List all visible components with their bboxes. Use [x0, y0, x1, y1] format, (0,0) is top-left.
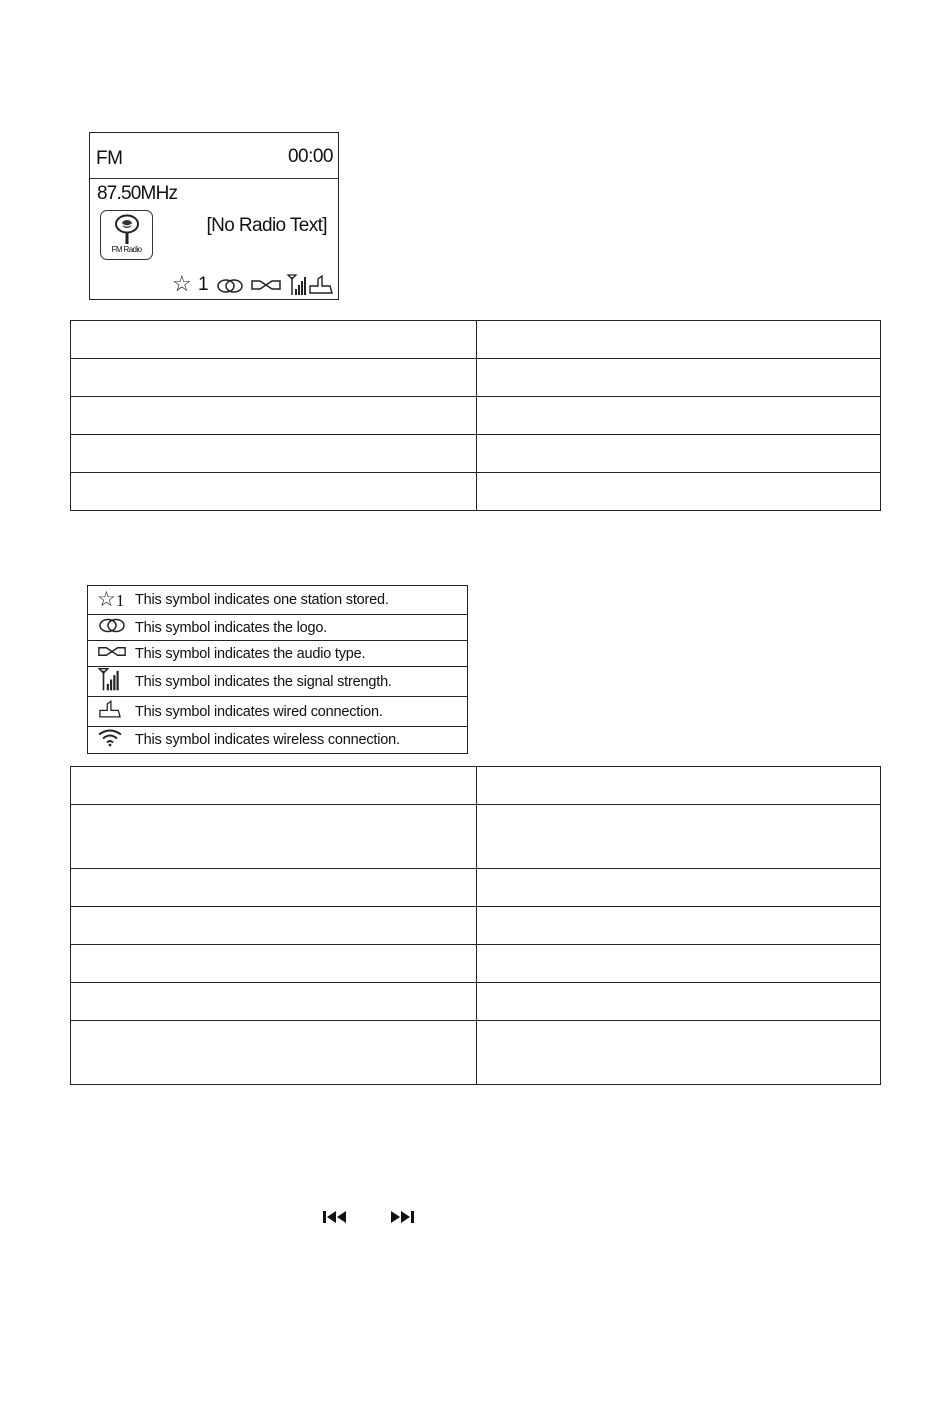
fm-radio-logo-label: FM Radio: [111, 245, 142, 254]
audio-type-icon: [97, 643, 127, 659]
table-cell: [477, 907, 881, 945]
empty-table-bottom: [70, 766, 881, 1085]
table-row: [71, 435, 881, 473]
table-row: [71, 1021, 881, 1085]
table-cell: [477, 435, 881, 473]
table-row: [71, 321, 881, 359]
table-row: [71, 397, 881, 435]
legend-text: This symbol indicates the signal strength.: [135, 673, 392, 690]
legend-row: [88, 727, 467, 753]
fm-radio-logo: [100, 210, 153, 260]
table-row: [71, 869, 881, 907]
legend-text: This symbol indicates wireless connection.: [135, 732, 400, 748]
logo-icon: [215, 273, 245, 297]
logo-icon: [97, 616, 127, 634]
legend-row: [88, 615, 467, 641]
table-cell: [477, 945, 881, 983]
table-cell: [477, 321, 881, 359]
table-cell: [71, 1021, 477, 1085]
legend-row: [88, 586, 467, 615]
star-preset-icon: ☆1: [97, 588, 125, 611]
frequency-readout: 87.50MHz: [97, 183, 178, 204]
legend-row: [88, 667, 467, 697]
skip-next-icon: [389, 1210, 415, 1224]
table-cell: [71, 321, 477, 359]
table-cell: [71, 805, 477, 869]
microphone-icon: [114, 214, 140, 246]
table-cell: [71, 473, 477, 511]
preset-count: 1: [198, 274, 209, 295]
wired-connection-icon: [97, 698, 123, 720]
table-cell: [477, 359, 881, 397]
signal-strength-icon: [97, 666, 123, 692]
legend-row: [88, 697, 467, 727]
table-row: [71, 805, 881, 869]
wireless-connection-icon: [97, 729, 123, 747]
signal-strength-icon: [286, 273, 310, 297]
table-cell: [477, 983, 881, 1021]
empty-table-top: [70, 320, 881, 511]
table-row: [71, 473, 881, 511]
table-cell: [71, 945, 477, 983]
mode-label: FM: [96, 148, 123, 169]
skip-previous-icon: [322, 1210, 348, 1224]
table-row: [71, 945, 881, 983]
legend-row: [88, 641, 467, 667]
table-row: [71, 907, 881, 945]
table-row: [71, 359, 881, 397]
legend-text: This symbol indicates the logo.: [135, 619, 328, 636]
table-cell: [477, 869, 881, 907]
legend-text: This symbol indicates wired connection.: [135, 703, 383, 720]
table-cell: [71, 767, 477, 805]
legend-text: This symbol indicates the audio type.: [135, 645, 366, 662]
table-cell: [71, 397, 477, 435]
table-row: [71, 983, 881, 1021]
radio-display-screen: [89, 132, 339, 300]
audio-type-icon: [250, 273, 282, 297]
table-row: [71, 767, 881, 805]
table-cell: [477, 1021, 881, 1085]
table-cell: [477, 767, 881, 805]
table-cell: [71, 983, 477, 1021]
radio-text: [No Radio Text]: [206, 215, 327, 236]
wired-connection-icon: [308, 273, 334, 297]
table-cell: [477, 397, 881, 435]
symbol-legend: [87, 585, 468, 754]
table-cell: [71, 359, 477, 397]
table-cell: [477, 805, 881, 869]
table-cell: [71, 869, 477, 907]
table-cell: [477, 473, 881, 511]
clock-time: 00:00: [287, 146, 333, 167]
table-cell: [71, 907, 477, 945]
screen-header: [90, 133, 338, 179]
legend-text: This symbol indicates one station stored.: [135, 592, 389, 608]
star-preset-icon: ☆: [172, 271, 192, 296]
table-cell: [71, 435, 477, 473]
